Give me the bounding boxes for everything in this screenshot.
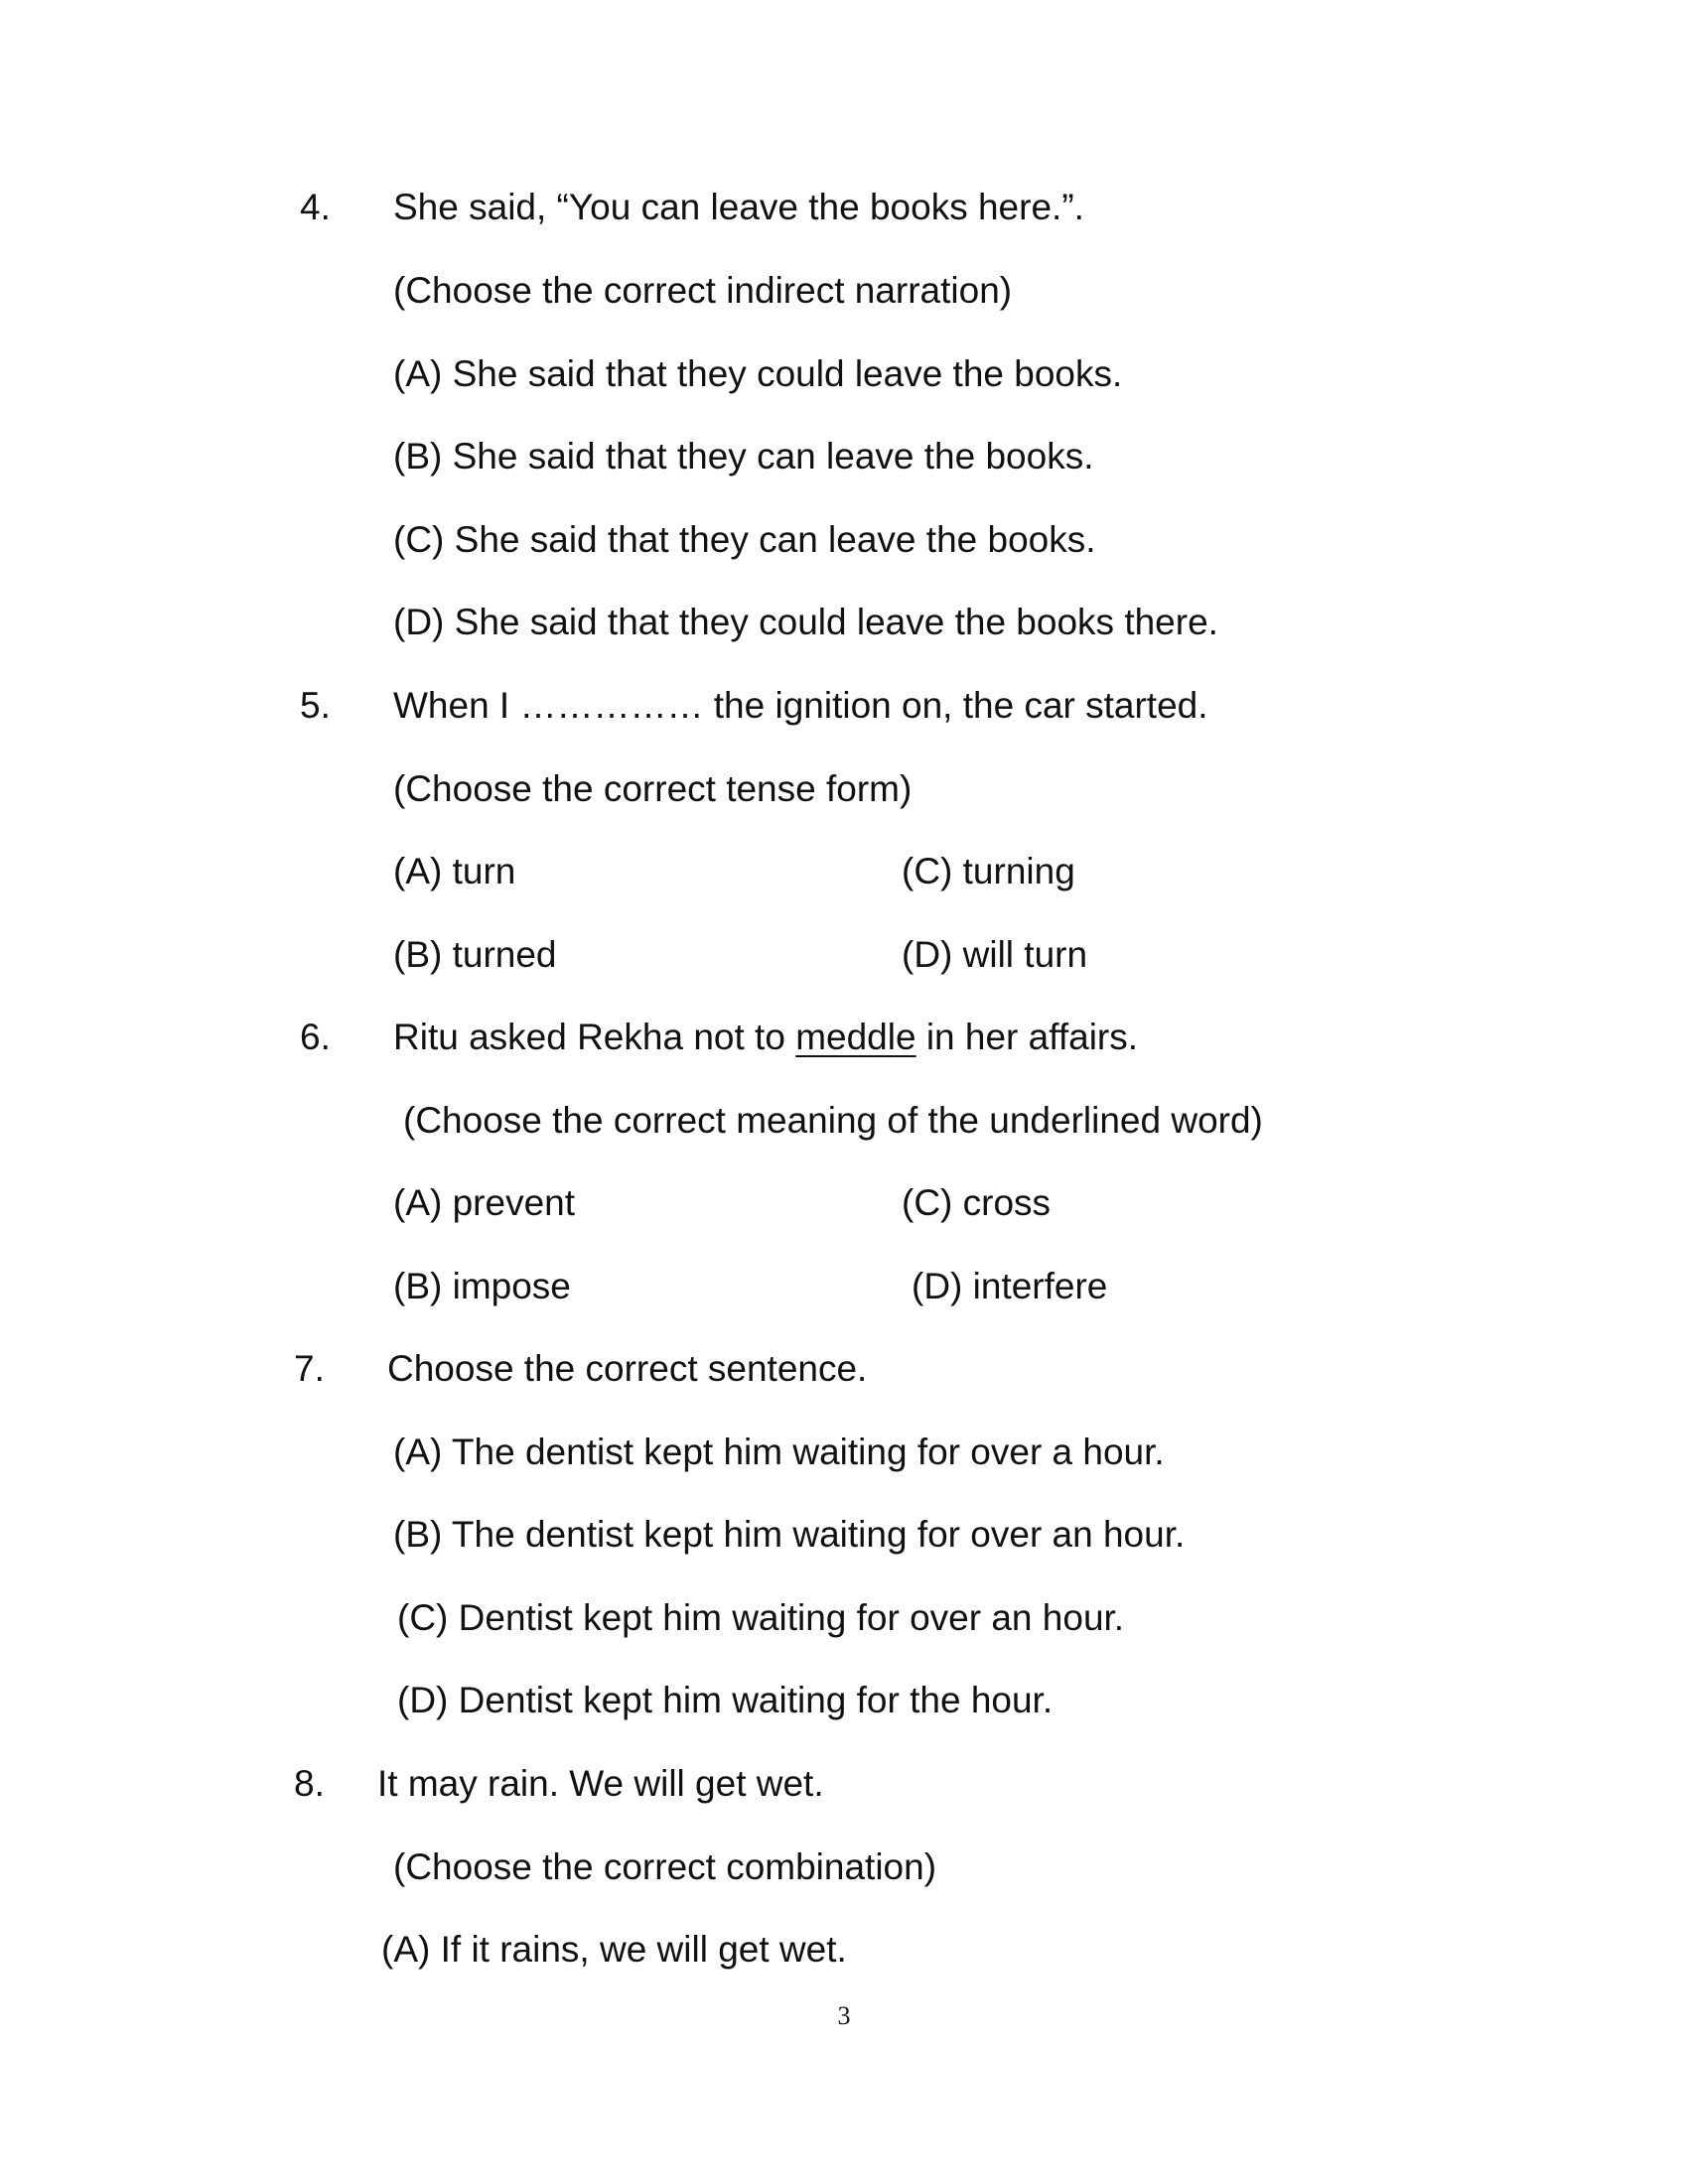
question-number: 7. [294,1348,325,1389]
option-d: (D) Dentist kept him waiting for the hour. [397,1680,1054,1720]
page-number: 3 [837,2001,851,2030]
stem-text-after: in her affairs. [915,1017,1139,1057]
option-b: (B) The dentist kept him waiting for over an hour. [393,1514,1186,1555]
option-a: (A) turn [393,851,516,891]
option-c: (C) turning [902,851,1075,891]
stem-text-before: Ritu asked Rekha not to [393,1017,796,1057]
option-d: (D) interfere [912,1266,1108,1306]
option-c: (C) Dentist kept him waiting for over an hour. [397,1597,1125,1638]
option-d: (D) will turn [902,934,1088,975]
question-number: 6. [300,1017,331,1057]
question-instruction: (Choose the correct tense form) [393,768,913,809]
option-b: (B) impose [393,1266,571,1306]
option-a: (A) prevent [393,1182,576,1223]
question-number: 8. [294,1763,325,1804]
option-c: (C) cross [902,1182,1052,1223]
question-stem: It may rain. We will get wet. [377,1763,824,1804]
question-instruction: (Choose the correct indirect narration) [393,270,1013,311]
option-a: (A) If it rains, we will get wet. [381,1929,847,1970]
option-b: (B) She said that they can leave the books. [393,436,1094,477]
question-stem: Choose the correct sentence. [387,1348,868,1389]
question-number: 5. [300,685,331,726]
question-stem: When I …………… the ignition on, the car started. [393,685,1208,726]
option-b: (B) turned [393,934,557,975]
question-instruction: (Choose the correct meaning of the underlined word) [403,1100,1263,1141]
question-stem [393,1016,1138,1059]
question-instruction: (Choose the correct combination) [393,1846,937,1887]
question-number: 4. [300,187,331,227]
option-a: (A) The dentist kept him waiting for over a hour. [393,1432,1165,1472]
question-stem: She said, “You can leave the books here.”. [393,187,1084,227]
option-d: (D) She said that they could leave the books there. [393,602,1218,642]
underlined-word: meddle [795,1017,916,1057]
option-a: (A) She said that they could leave the books. [393,353,1123,394]
option-c: (C) She said that they can leave the books. [393,519,1096,560]
